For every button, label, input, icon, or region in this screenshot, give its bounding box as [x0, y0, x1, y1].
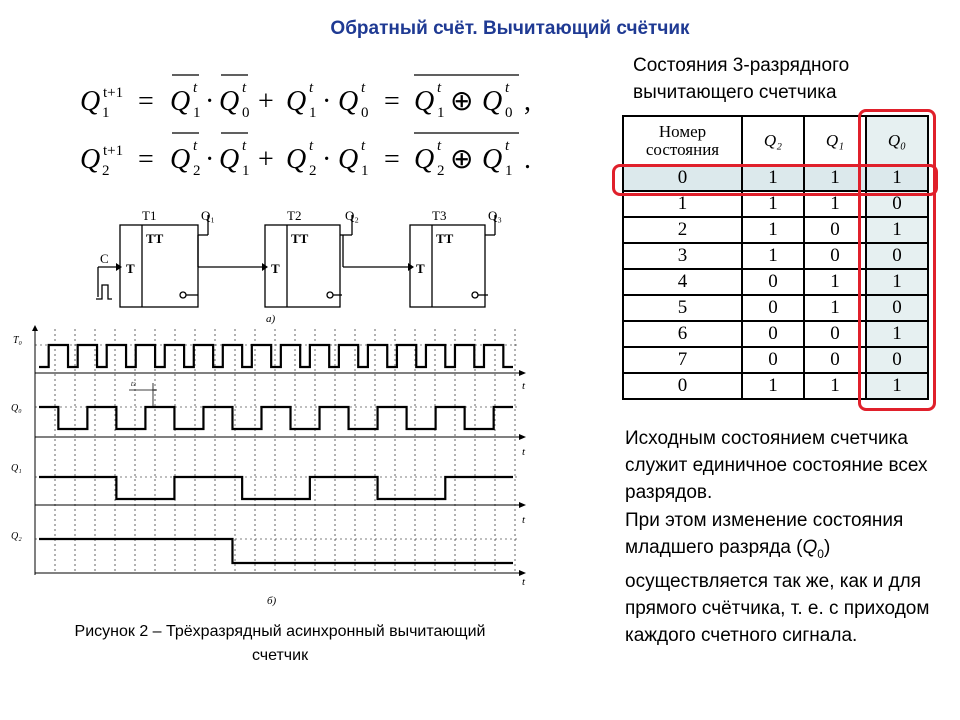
- table-cell-q2: 1: [742, 373, 804, 399]
- table-cell-q1: 1: [804, 165, 866, 191]
- axis-t-label-1: t: [522, 380, 526, 392]
- table-header-q0-text: Q₀: [887, 130, 907, 150]
- table-cell-q0: 0: [866, 191, 928, 217]
- formula-q1-t3-var: Q: [286, 86, 307, 117]
- formula-q1-t5-var: Q: [414, 86, 435, 117]
- formula-q2-t1-sub: 2: [193, 163, 201, 179]
- formula-q1-t4-var: Q: [338, 86, 359, 117]
- delay-label: tз: [131, 380, 136, 388]
- table-cell-state: 0: [623, 373, 742, 399]
- table-cell-state: 7: [623, 347, 742, 373]
- formula-q2-t1-sup: t: [193, 138, 198, 154]
- formula-q1-eq1: =: [138, 86, 154, 117]
- circuit-caption: а): [266, 313, 276, 325]
- clock-label: C: [100, 251, 109, 266]
- formula-q1-lhs-sub: 1: [102, 105, 110, 121]
- formula-q1-t4-sup: t: [361, 80, 366, 96]
- table-cell-q1: 0: [804, 243, 866, 269]
- formula-q1-t4-sub: 0: [361, 105, 369, 121]
- table-cell-q1: 1: [804, 295, 866, 321]
- figure-caption: Рисунок 2 – Трёхразрядный асинхронный вычитающий счетчик: [74, 623, 486, 664]
- explanation-p2-after: ) осуществляется так же, как и для прямого счётчика, т. е. с приходом каждого счетного сигнала.: [625, 536, 930, 647]
- axis-arrow-icon: [519, 370, 526, 376]
- formula-q1-end: ,: [524, 86, 531, 117]
- formula-q2-t3-sub: 2: [309, 163, 317, 179]
- formula-block: [72, 70, 542, 185]
- formula-q1-t6-sup: t: [505, 80, 510, 96]
- formula-q1-oplus: ⊕: [450, 86, 474, 117]
- table-cell-q1: 1: [804, 269, 866, 295]
- table-cell-q1: 0: [804, 217, 866, 243]
- formula-q2-plus: +: [258, 144, 274, 175]
- formula-q2-t6-sup: t: [505, 138, 510, 154]
- signal-label-t0: T₀: [13, 335, 23, 346]
- formula-q2-t4-sup: t: [361, 138, 366, 154]
- table-cell-q2: 1: [742, 165, 804, 191]
- table-cell-q0: 1: [866, 269, 928, 295]
- axis-t-label-3: t: [522, 514, 526, 526]
- signal-label-q2: Q₂: [11, 531, 22, 542]
- formula-q2-t3-var: Q: [286, 144, 307, 175]
- table-header-q1: [804, 116, 866, 165]
- axis-t-label-4: t: [522, 576, 526, 588]
- table-cell-q0: 0: [866, 243, 928, 269]
- table-cell-q1: 1: [804, 373, 866, 399]
- formula-q1-dot1: ·: [205, 86, 215, 117]
- formula-q2-t4-sub: 1: [361, 163, 369, 179]
- table-cell-q2: 0: [742, 347, 804, 373]
- axis-arrow-icon: [519, 502, 526, 508]
- waveform-t0: [39, 345, 513, 367]
- output-label-2: Q₂: [345, 208, 359, 223]
- formula-q2-t1-var: Q: [170, 144, 191, 175]
- signal-label-q1: Q₁: [11, 463, 22, 474]
- explanation-p2: [625, 507, 945, 650]
- formula-q2-t5-var: Q: [414, 144, 435, 175]
- formula-q1-t5-sup: t: [437, 80, 442, 96]
- table-cell-q0: 0: [866, 295, 928, 321]
- table-cell-q2: 1: [742, 191, 804, 217]
- formula-q1-dot2: ·: [322, 86, 332, 117]
- formula-q2-lhs-sub: 2: [102, 163, 110, 179]
- table-cell-state: 6: [623, 321, 742, 347]
- table-cell-q0: 1: [866, 165, 928, 191]
- formula-q2-lhs-sup: t+1: [103, 143, 124, 159]
- table-cell-state: 2: [623, 217, 742, 243]
- slide-title: Обратный счёт. Вычитающий счётчик: [330, 18, 690, 39]
- table-cell-q0: 1: [866, 321, 928, 347]
- highlight-q0-column-box: [858, 109, 936, 411]
- axis-t-label-2: t: [522, 446, 526, 458]
- signal-label-q0: Q₀: [11, 403, 22, 414]
- table-cell-state: 5: [623, 295, 742, 321]
- formula-q2-dot1: ·: [205, 144, 215, 175]
- t-input-label-3: T: [416, 261, 425, 276]
- formula-q1-t1-sup: t: [193, 80, 198, 96]
- formula-q1-eq2: =: [384, 86, 400, 117]
- formula-q2-dot2: ·: [322, 144, 332, 175]
- formula-q1-t3-sub: 1: [309, 105, 317, 121]
- explanation-p1: Исходным состоянием счетчика служит единичное состояние всех разрядов.: [625, 428, 928, 504]
- formula-q2-t2-var: Q: [219, 144, 240, 175]
- trigger-label-3: T3: [432, 208, 447, 223]
- table-header-q2: [742, 116, 804, 165]
- formula-q1-t5-sub: 1: [437, 105, 445, 121]
- formula-q1-plus: +: [258, 86, 274, 117]
- waveform-q0: [39, 407, 513, 429]
- table-cell-state: 4: [623, 269, 742, 295]
- explanation-p2-var: Q: [802, 536, 818, 558]
- table-cell-q1: 1: [804, 191, 866, 217]
- table-header-q1-text: Q₁: [825, 130, 845, 150]
- formula-q1-lhs: Q: [80, 86, 101, 117]
- explanation-p2-before: При этом изменение состояния младшего разряда (: [625, 509, 904, 558]
- formula-q2-t2-sup: t: [242, 138, 247, 154]
- formula-q2-t2-sub: 1: [242, 163, 250, 179]
- t-input-label-2: T: [271, 261, 280, 276]
- formula-q2-t5-sub: 2: [437, 163, 445, 179]
- formula-q1-t2-sub: 0: [242, 105, 250, 121]
- table-cell-q1: 0: [804, 321, 866, 347]
- table-header-state: Номер состояния: [623, 116, 742, 165]
- tt-label-2: TT: [291, 231, 309, 246]
- output-label-3: Q₃: [488, 208, 502, 223]
- table-cell-q1: 0: [804, 347, 866, 373]
- formula-q1-t3-sup: t: [309, 80, 314, 96]
- formula-q2-t5-sup: t: [437, 138, 442, 154]
- formula-q1: [80, 75, 531, 121]
- formula-q1-t6-var: Q: [482, 86, 503, 117]
- formula-q1-t1-var: Q: [170, 86, 191, 117]
- table-header-q2-text: Q₂: [763, 130, 783, 150]
- axis-arrow-icon: [519, 434, 526, 440]
- table-cell-q0: 0: [866, 347, 928, 373]
- formula-q1-t1-sub: 1: [193, 105, 201, 121]
- formula-q2-eq1: =: [138, 144, 154, 175]
- table-cell-q0: 1: [866, 217, 928, 243]
- waveform-q1: [39, 477, 513, 499]
- table-cell-q2: 0: [742, 269, 804, 295]
- states-heading: Состояния 3-разрядного вычитающего счетчика: [633, 55, 850, 103]
- explanation-p2-sub: 0: [817, 546, 824, 561]
- table-cell-state: 1: [623, 191, 742, 217]
- formula-q2-eq2: =: [384, 144, 400, 175]
- table-cell-q2: 1: [742, 217, 804, 243]
- axis-arrow-icon: [32, 325, 38, 331]
- formula-q2-t3-sup: t: [309, 138, 314, 154]
- formula-q2: [80, 133, 531, 179]
- formula-q2-t6-var: Q: [482, 144, 503, 175]
- output-label-1: Q₁: [201, 208, 215, 223]
- table-cell-state: 0: [623, 165, 742, 191]
- formula-q1-t6-sub: 0: [505, 105, 513, 121]
- tt-label-1: TT: [146, 231, 164, 246]
- table-cell-state: 3: [623, 243, 742, 269]
- formula-q2-oplus: ⊕: [450, 144, 474, 175]
- formula-q2-t4-var: Q: [338, 144, 359, 175]
- t-input-label-1: T: [126, 261, 135, 276]
- trigger-label-1: T1: [142, 208, 157, 223]
- circuit-diagram: [90, 205, 510, 325]
- formula-q1-t2-var: Q: [219, 86, 240, 117]
- formula-q1-t2-sup: t: [242, 80, 247, 96]
- formula-q2-end: .: [524, 144, 531, 175]
- timing-waves: [39, 345, 513, 563]
- table-cell-q2: 1: [742, 243, 804, 269]
- formula-q1-lhs-sup: t+1: [103, 85, 124, 101]
- timing-diagram: [5, 325, 535, 610]
- table-cell-q2: 0: [742, 295, 804, 321]
- formula-q2-t6-sub: 1: [505, 163, 513, 179]
- formula-q2-lhs: Q: [80, 144, 101, 175]
- timing-caption: б): [267, 595, 277, 607]
- tt-label-3: TT: [436, 231, 454, 246]
- table-cell-q2: 0: [742, 321, 804, 347]
- explanation-text: [625, 425, 945, 649]
- table-cell-q0: 1: [866, 373, 928, 399]
- waveform-q2: [39, 539, 513, 563]
- trigger-label-2: T2: [287, 208, 302, 223]
